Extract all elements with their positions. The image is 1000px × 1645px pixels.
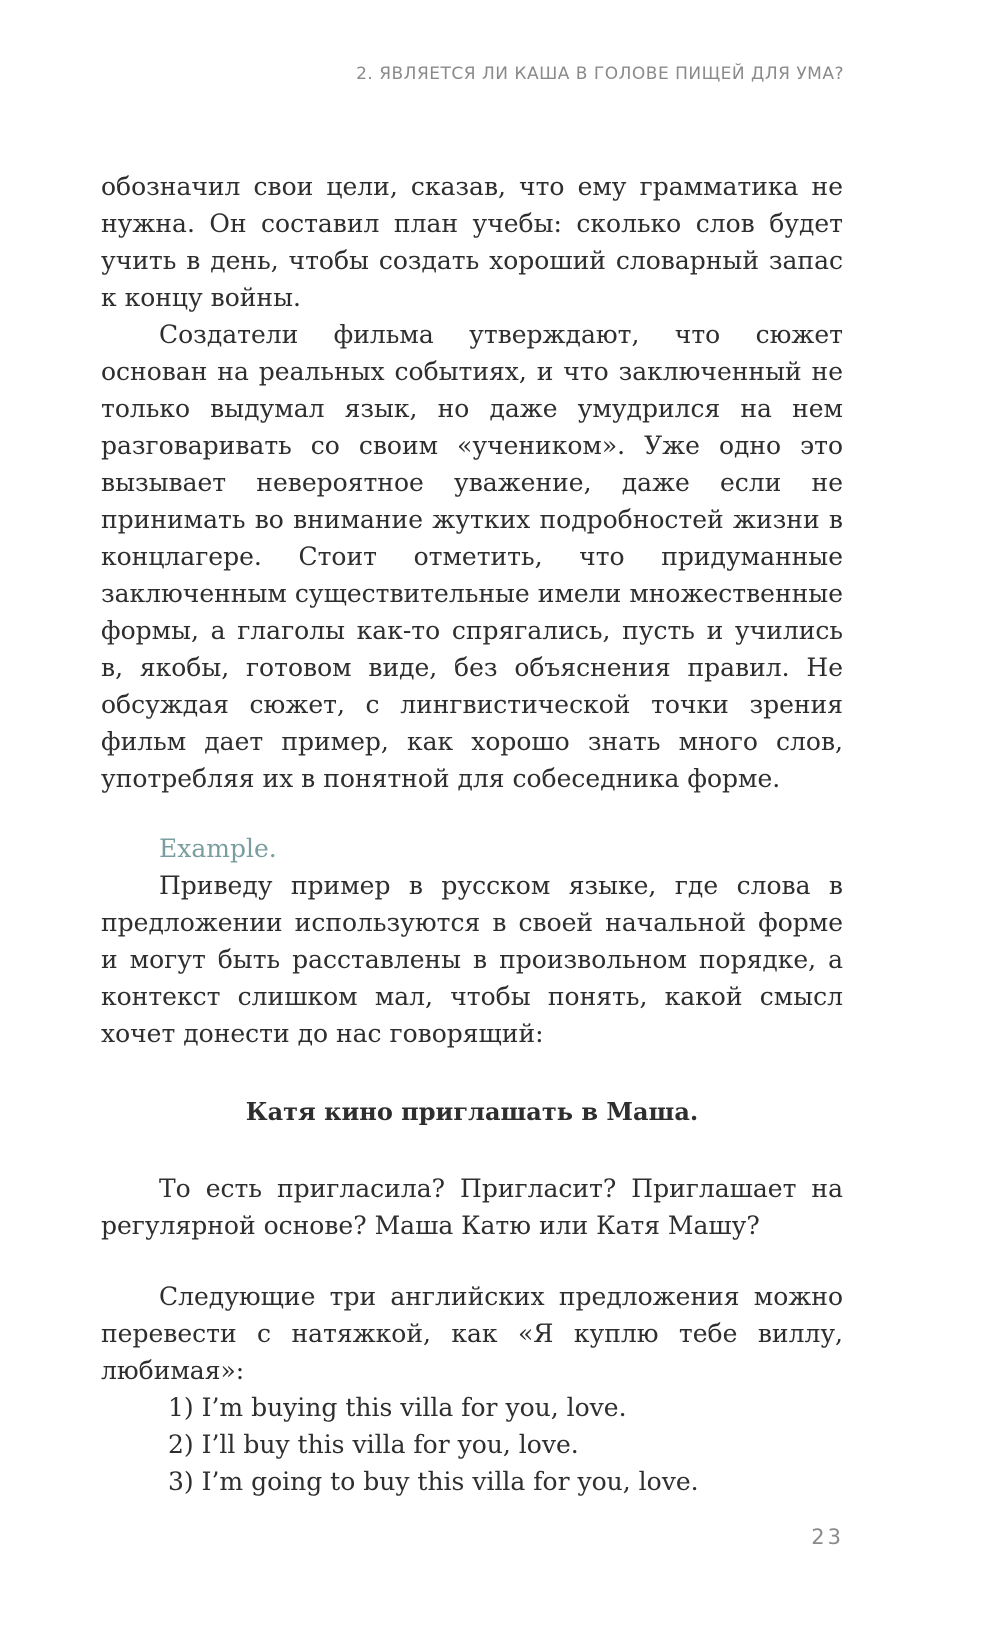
example-sentence: Катя кино приглашать в Маша. [245,1097,699,1126]
text-block-translations [101,1278,843,1500]
list-item: 2) I’ll buy this villa for you, love. [168,1430,579,1459]
paragraph: Следующие три английских предложения можно перевести с натяжкой, как «Я куплю тебе виллу, любимая»: [101,1282,843,1385]
text-block-intro [101,168,843,797]
text-block-example [101,830,843,1052]
paragraph: Создатели фильма утверждают, что сюжет основан на реальных событиях, и что заключенный не только выдумал язык, но даже умудрился на нем разговаривать со своим «учеником». Уже одно это вызывает невероятное уважение, даже если не принимать во внимание жутких подробностей жизни в концлагере. Стоит отметить, что придуманные заключенным существительные имели множественные формы, а глаголы как-то спрягались, пусть и учились в, якобы, готовом виде, без объяснения правил. Не обсуждая сюжет, с лингвистической точки зрения фильм дает пример, как хорошо знать много слов, употребляя их в понятной для собеседника форме. [101,320,843,793]
paragraph: То есть пригласила? Пригласит? Приглашает на регулярной основе? Маша Катю или Катя Машу? [101,1174,843,1240]
running-head: 2. ЯВЛЯЕТСЯ ЛИ КАША В ГОЛОВЕ ПИЩЕЙ ДЛЯ УМА? [356,64,844,84]
paragraph: Приведу пример в русском языке, где слова в предложении используются в своей начальной форме и могут быть расставлены в произвольном порядке, а контекст слишком мал, чтобы понять, какой смысл хочет донести до нас говорящий: [101,871,843,1048]
example-label: Example. [159,834,277,863]
text-block-questions [101,1170,843,1244]
paragraph: обозначил свои цели, сказав, что ему грамматика не нужна. Он составил план учебы: сколько слов будет учить в день, чтобы создать хороший словарный запас к концу войны. [101,172,843,312]
list-item: 1) I’m buying this villa for you, love. [168,1393,627,1422]
list-item: 3) I’m going to buy this villa for you, love. [168,1467,699,1496]
page-number: 23 [811,1525,844,1549]
